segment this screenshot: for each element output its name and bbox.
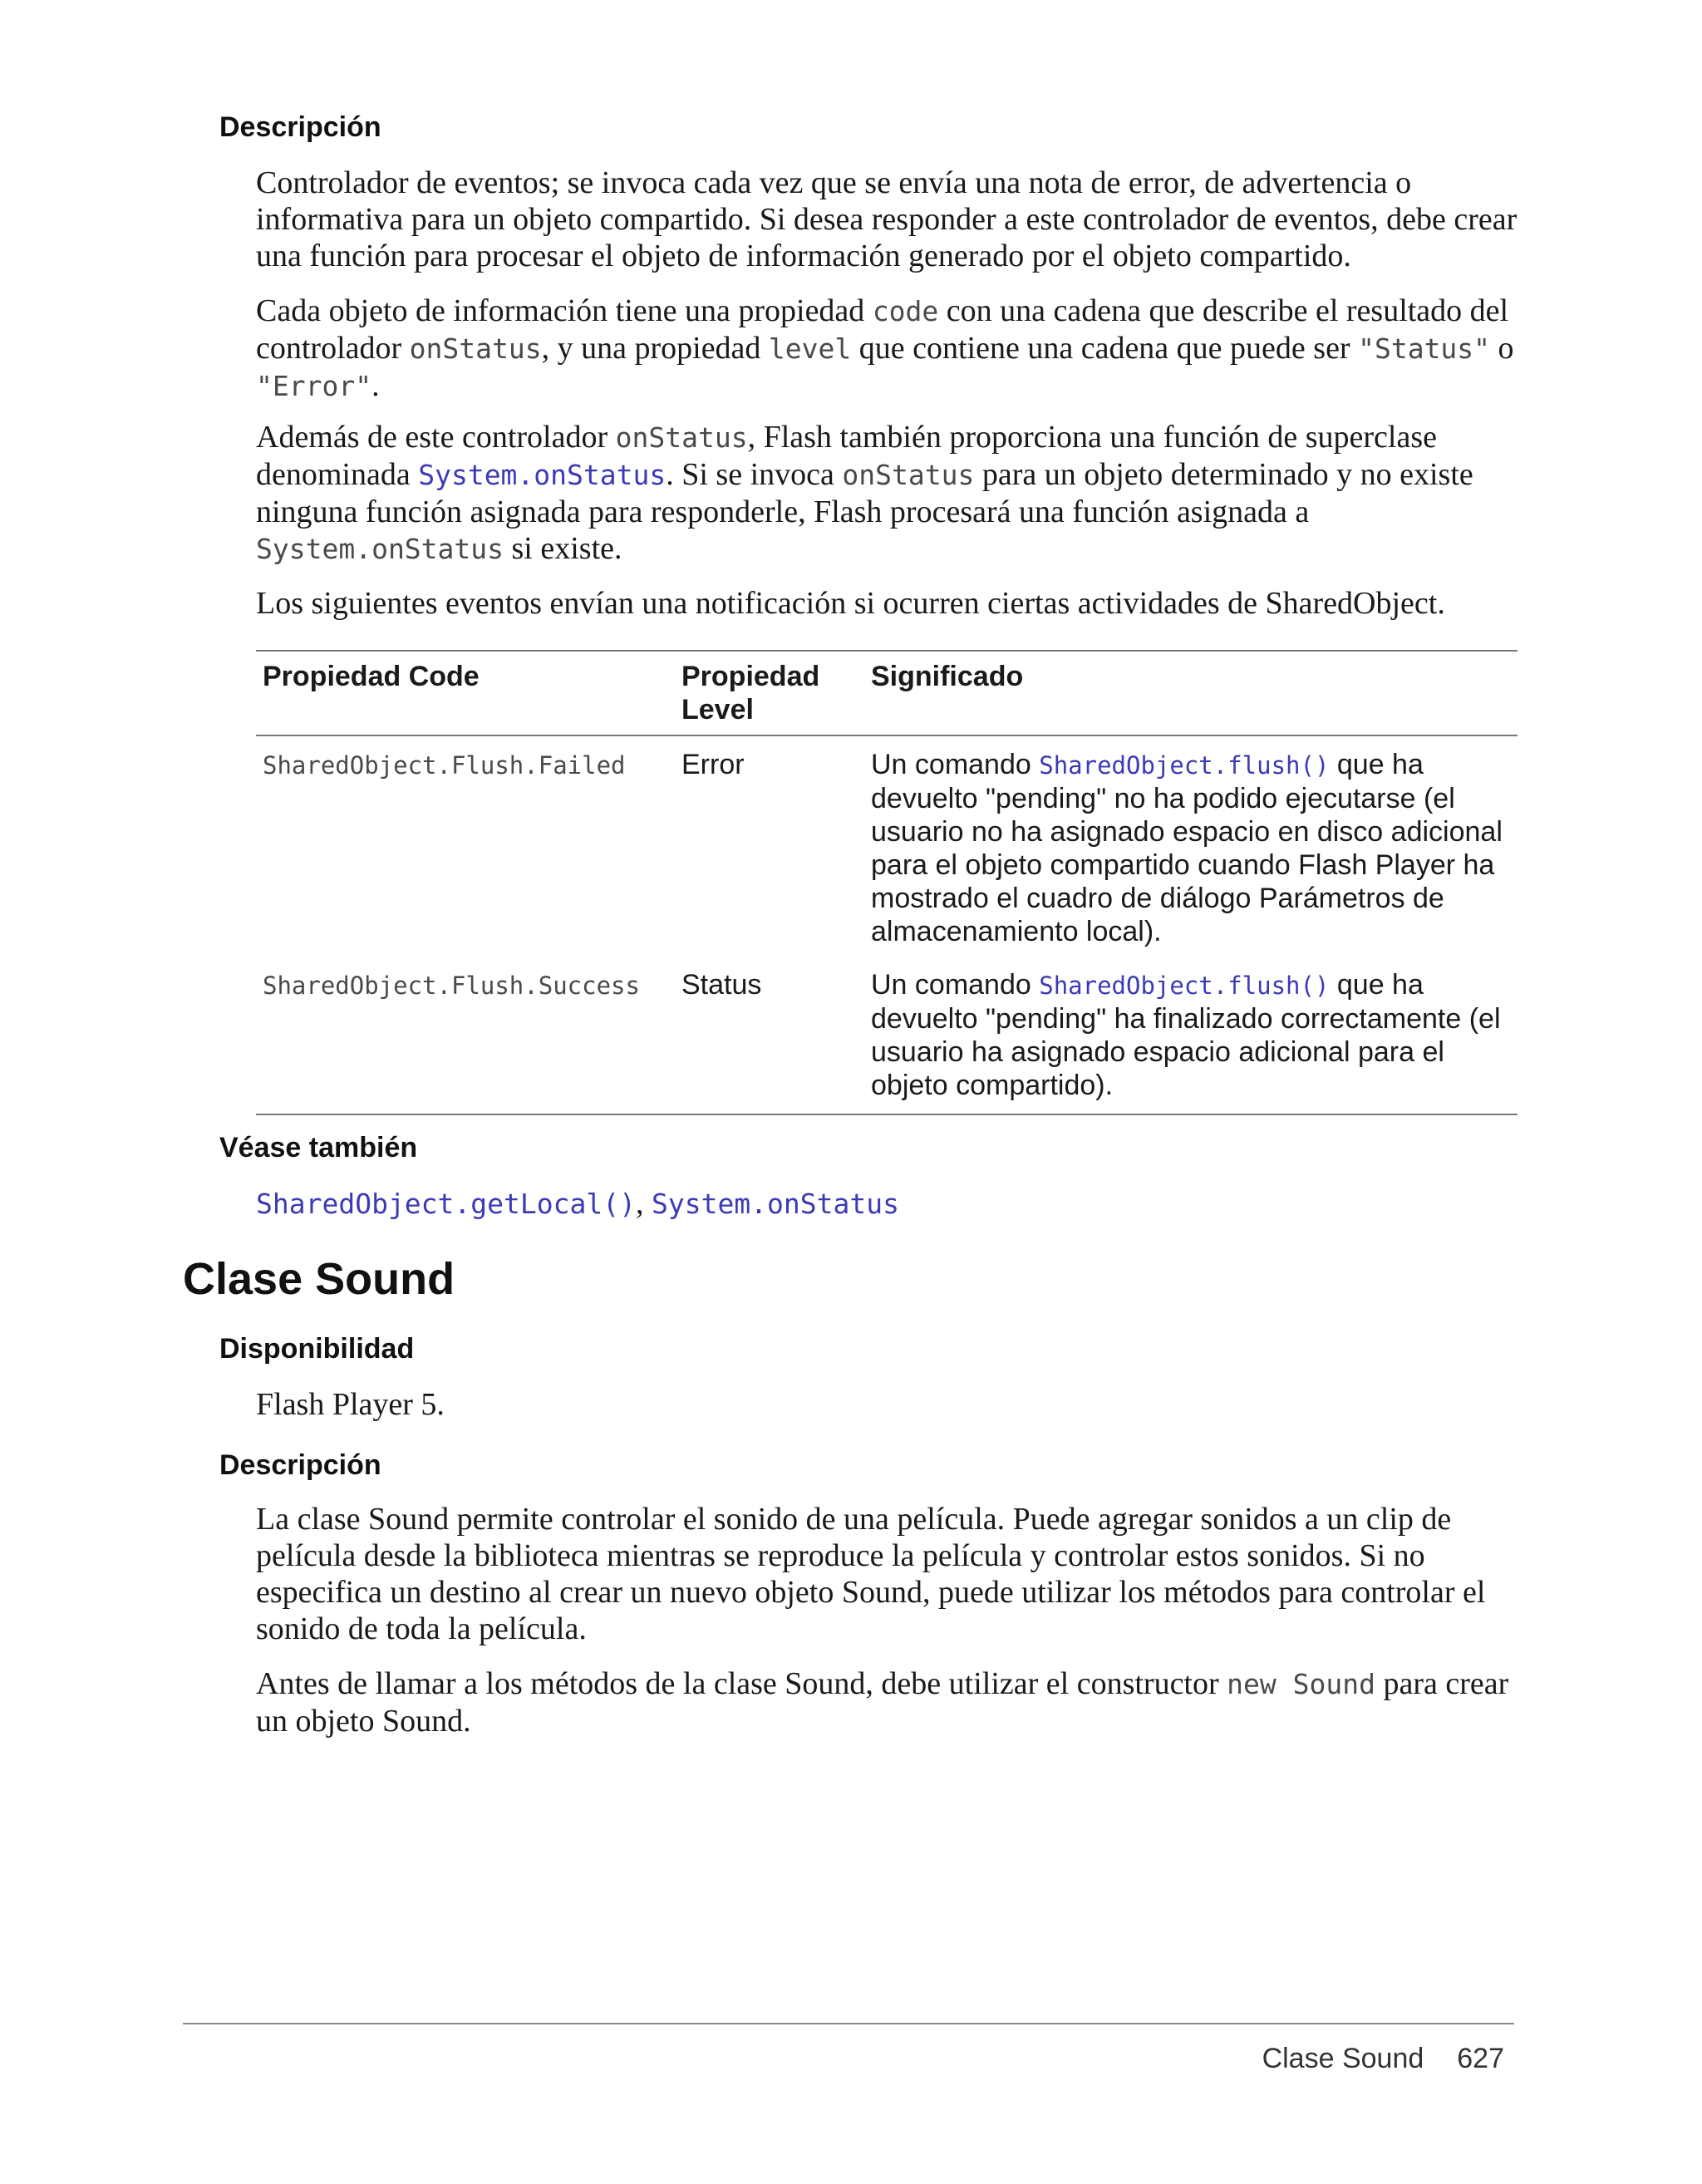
text-run: , y una propiedad [541,331,769,366]
text-run: con una cadena que describe el resultado del controlador [256,293,1509,366]
availability-text: Flash Player 5. [256,1387,445,1422]
text-run: Un comando [871,969,1040,1001]
table-header-row [256,651,1518,735]
code-error-string: "Error" [256,370,372,402]
code-system-onstatus: System.onStatus [256,533,504,565]
text-run: Cada objeto de información tiene una propiedad [256,293,873,328]
description-heading: Descripción [219,1449,381,1481]
separator: , [635,1186,652,1221]
description-paragraph-2 [256,293,1519,405]
text-run: . [371,368,380,403]
table-cell-meaning [864,735,1518,957]
table-cell-code [256,735,675,957]
description-heading: Descripción [219,111,381,143]
text-run: que ha devuelto "pending" ha finalizado correctamente (el usuario ha asignado espacio adicional para el objeto compartido). [871,969,1501,1101]
table-header-code: Propiedad Code [256,651,675,735]
availability-heading: Disponibilidad [219,1333,415,1365]
link-sharedobject-flush[interactable]: SharedObject.flush() [1039,751,1330,780]
text-run: Antes de llamar a los métodos de la clase Sound, debe utilizar el constructor [256,1666,1227,1701]
table-cell-meaning [864,957,1518,1114]
link-system-onstatus[interactable]: System.onStatus [418,459,667,491]
link-sharedobject-flush[interactable]: SharedObject.flush() [1039,971,1330,1000]
link-system-onstatus[interactable]: System.onStatus [651,1188,899,1220]
footer-divider [183,2023,1514,2024]
page-footer [1262,2043,1504,2075]
class-title: Clase Sound [183,1254,455,1304]
code-value: SharedObject.Flush.Success [263,971,640,1000]
sound-description-paragraph-1: La clase Sound permite controlar el sonido de una película. Puede agregar sonidos a un clip de película desde la biblioteca mientras se reproduce la película y controlar estos sonidos. Si no especifica un destino al crear un nuevo objeto Sound, puede utilizar los métodos para controlar el sonido de toda la película. [256,1502,1486,1646]
text-run: que contiene una cadena que puede ser [851,331,1359,366]
text-run: para crear un objeto Sound. [256,1666,1509,1739]
table-cell-level: Error [681,749,745,780]
page-number: 627 [1457,2043,1504,2074]
text-run: si existe. [504,531,622,566]
description-paragraph-1: Controlador de eventos; se invoca cada vez que se envía una nota de error, de advertencia o informativa para un objeto compartido. Si desea responder a este controlador de eventos, debe crear una función para procesar el objeto de información generado por el objeto compartido. [256,165,1518,273]
code-level: level [768,332,852,365]
table-cell-code [256,957,675,1114]
text-run: para un objeto determinado y no existe ninguna función asignada para responderle, Flash procesará una función asignada a [256,457,1473,529]
description-paragraph-4: Los siguientes eventos envían una notificación si ocurren ciertas actividades de SharedObject. [256,586,1445,621]
code-code: code [872,295,939,327]
text-run: Además de este controlador [256,420,616,455]
text-run: . Si se invoca [666,457,843,492]
text-run: o [1490,331,1514,366]
event-table [256,650,1518,1115]
see-also-links [256,1185,1519,1222]
text-run: Un comando [871,749,1040,780]
table-header-meaning: Significado [864,651,1518,735]
see-also-heading: Véase también [219,1132,418,1163]
code-value: SharedObject.Flush.Failed [263,751,626,780]
code-onstatus: onStatus [409,332,542,365]
text-run: , Flash también proporciona una función de superclase denominada [256,420,1437,492]
code-status-string: "Status" [1358,332,1491,365]
table-header-level: Propiedad Level [675,651,864,735]
code-new-sound: new Sound [1227,1668,1375,1700]
sound-description-paragraph-2 [256,1665,1519,1739]
text-run: que ha devuelto "pending" no ha podido ejecutarse (el usuario no ha asignado espacio en disco adicional para el objeto compartido cuando Flash Player ha mostrado el cuadro de diálogo Parámetros de almacenamiento local). [871,749,1503,947]
link-sharedobject-getlocal[interactable]: SharedObject.getLocal() [256,1188,636,1220]
table-cell-level: Status [675,957,864,1114]
table-row [256,957,1518,1114]
code-onstatus: onStatus [615,421,748,454]
table-row [256,735,1518,957]
footer-section-title: Clase Sound [1262,2043,1424,2074]
code-onstatus: onStatus [842,459,975,491]
description-paragraph-3 [256,419,1519,568]
